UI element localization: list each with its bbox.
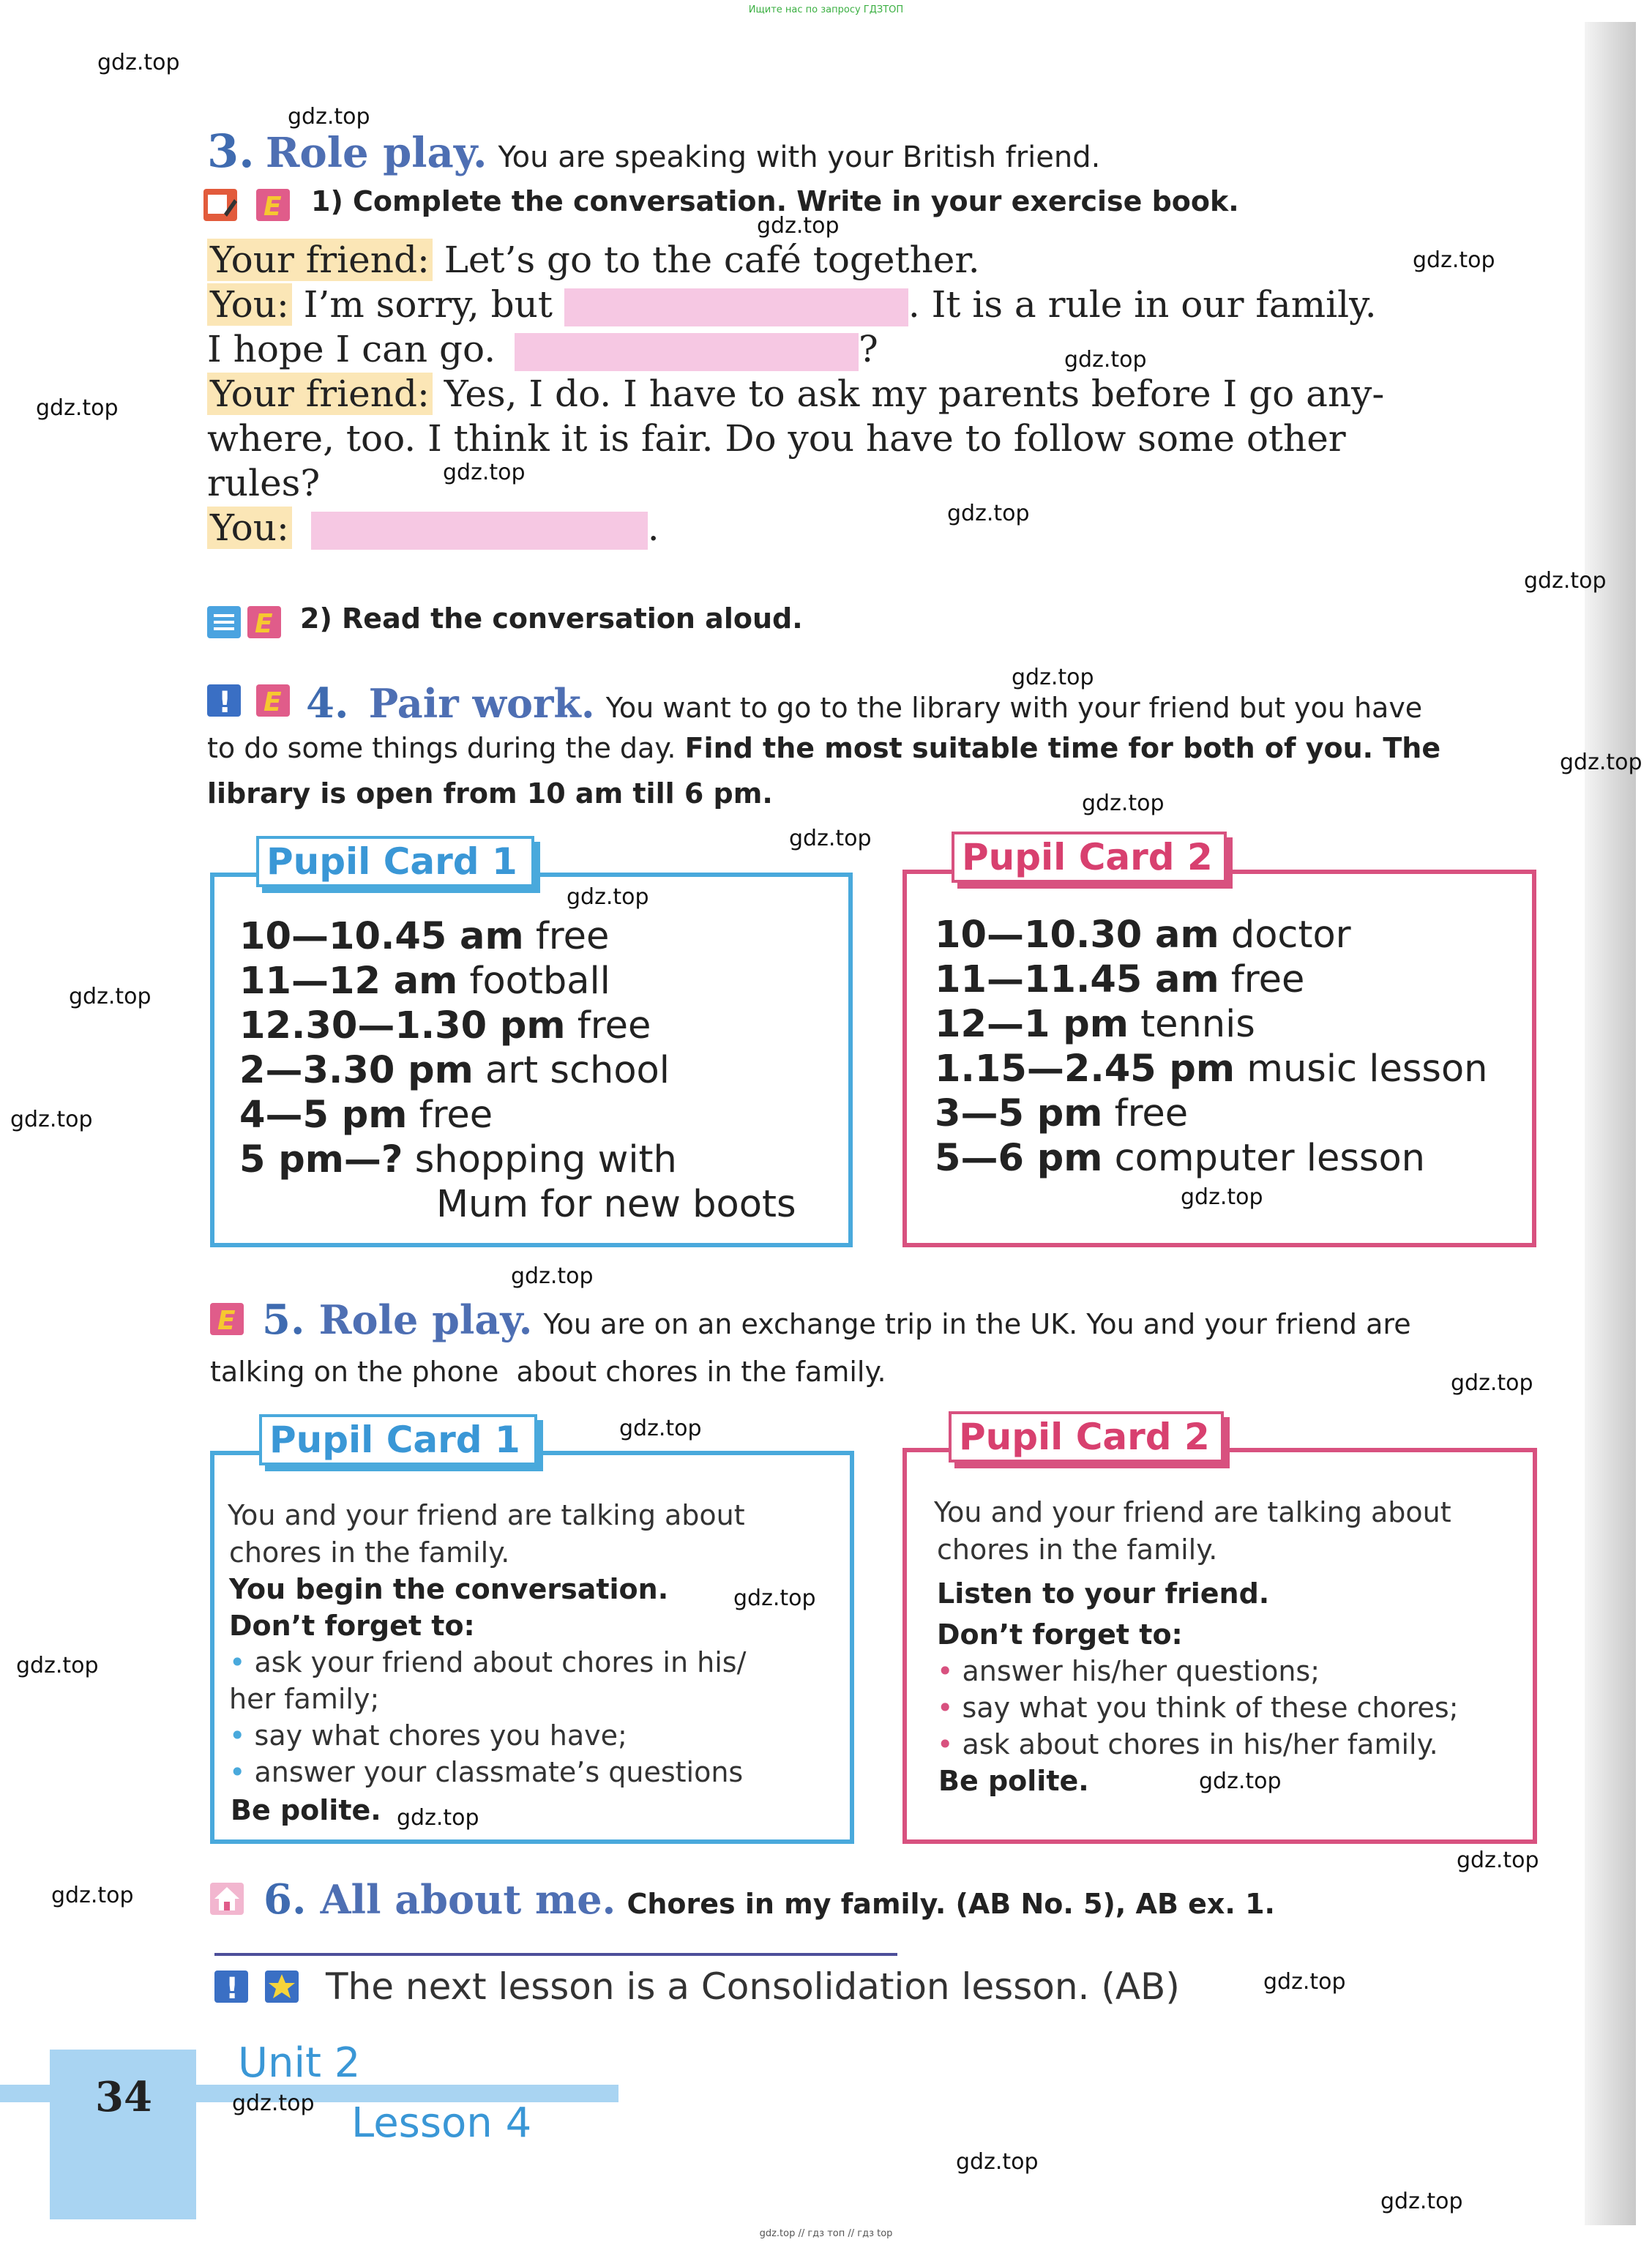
ex4-line2-a: to do some things during the day. (207, 732, 676, 764)
schedule-activity: free (419, 1094, 493, 1137)
card2-text: You and your friend are talking about (934, 1496, 1451, 1528)
ex3-title: Role play. (265, 129, 487, 177)
schedule-row (239, 1138, 677, 1182)
schedule-activity: art school (485, 1049, 670, 1092)
card1-instruction: Don’t forget to: (229, 1610, 475, 1642)
schedule-time: 10—10.45 am (239, 915, 524, 958)
list-icon (207, 606, 241, 638)
schedule-row (239, 1048, 670, 1093)
schedule-row (935, 1136, 1425, 1181)
star-icon (265, 1971, 299, 2003)
watermark: gdz.top (1064, 347, 1147, 373)
schedule-activity: football (469, 960, 610, 1003)
card1-bullet (229, 1717, 627, 1755)
watermark: gdz.top (956, 2149, 1039, 2175)
watermark: gdz.top (1263, 1969, 1346, 1995)
bottom-note: gdz.top // гдз топ // гдз top (759, 2228, 893, 2239)
bullet-text: say what you think of these chores; (962, 1692, 1459, 1724)
ex3-intro: You are speaking with your British friend. (498, 141, 1101, 174)
svg-text:E: E (217, 1306, 236, 1335)
schedule-row (239, 914, 609, 959)
watermark: gdz.top (1082, 791, 1165, 816)
ex5-line2: talking on the phone about chores in the family. (210, 1356, 886, 1388)
watermark: gdz.top (69, 984, 152, 1009)
bullet-text: ask about chores in his/her family. (962, 1728, 1438, 1760)
schedule-time: 1.15—2.45 pm (935, 1047, 1236, 1091)
bullet-text: ask your friend about chores in his/ (254, 1646, 747, 1678)
watermark: gdz.top (1380, 2189, 1463, 2214)
top-note: Ищите нас по запросу ГДЗТОП (748, 4, 904, 15)
next-lesson-note: The next lesson is a Consolidation lesson. (AB) (326, 1965, 1180, 2008)
speaker-friend: Your friend: (207, 373, 433, 415)
schedule-row (935, 957, 1304, 1002)
card1-instruction: You begin the conversation. (229, 1573, 669, 1605)
conv-text: ? (859, 328, 878, 370)
conv-text: Let’s go to the café together. (444, 239, 980, 281)
bullet-text: say what chores you have; (254, 1719, 627, 1752)
card2-bullet (937, 1653, 1320, 1690)
schedule-time: 10—10.30 am (935, 914, 1219, 957)
bullet-icon: • (229, 1646, 246, 1678)
e-book-icon (247, 606, 281, 638)
schedule-row (935, 1091, 1188, 1136)
divider (214, 1953, 897, 1956)
ex5-line1: You are on an exchange trip in the UK. You and your friend are (543, 1308, 1411, 1340)
ex4-title: Pair work. (368, 680, 595, 727)
watermark: gdz.top (51, 1883, 134, 1908)
ex5-title: Role play. (318, 1296, 533, 1343)
schedule-row (935, 913, 1351, 957)
lesson-label: Lesson 4 (351, 2099, 532, 2147)
card1-text: chores in the family. (229, 1536, 510, 1569)
watermark: gdz.top (511, 1263, 594, 1289)
schedule-row (935, 1002, 1255, 1047)
ex4-number: 4. (306, 679, 349, 728)
bullet-icon: • (229, 1719, 246, 1752)
ex4-line2 (207, 732, 1440, 764)
ex3-task2: 2) Read the conversation aloud. (300, 602, 803, 635)
schedule-activity: doctor (1230, 914, 1351, 957)
watermark: gdz.top (1199, 1768, 1282, 1794)
conv-line-4 (207, 373, 1384, 415)
unit-label: Unit 2 (238, 2039, 361, 2087)
ex6-title: All about me. (320, 1876, 616, 1923)
card2-instruction: Don’t forget to: (937, 1618, 1183, 1651)
bullet-icon: • (937, 1692, 954, 1724)
ex3-task1: 1) Complete the conversation. Write in your exercise book. (311, 185, 1239, 217)
conv-text: I’m sorry, but (303, 283, 553, 326)
svg-text:E: E (264, 192, 282, 221)
speaker-you: You: (207, 283, 292, 326)
card1-bullet (229, 1754, 743, 1791)
conv-text: Yes, I do. I have to ask my parents before I go any- (444, 373, 1385, 415)
schedule-time: 5—6 pm (935, 1137, 1103, 1180)
watermark: gdz.top (97, 50, 180, 75)
schedule-time: 11—12 am (239, 960, 458, 1003)
ex4-line2-b: Find the most suitable time for both of you. The (684, 732, 1441, 764)
ex3-heading (207, 124, 1100, 178)
watermark: gdz.top (16, 1653, 99, 1678)
schedule-time: 12.30—1.30 pm (239, 1004, 566, 1047)
page-number: 34 (95, 2073, 152, 2121)
watermark: gdz.top (789, 826, 872, 851)
schedule-row (239, 1004, 651, 1048)
watermark: gdz.top (36, 395, 119, 421)
conv-text: . It is a rule in our family. (908, 283, 1377, 326)
watermark: gdz.top (567, 884, 649, 910)
ex6-text: Chores in my family. (AB No. 5), AB ex. 1. (627, 1888, 1275, 1920)
ex4-line3: library is open from 10 am till 6 pm. (207, 777, 773, 810)
schedule-activity: computer lesson (1114, 1137, 1425, 1180)
watermark: gdz.top (1413, 247, 1495, 273)
bullet-icon: • (937, 1655, 954, 1687)
bullet-text: answer his/her questions; (962, 1655, 1320, 1687)
svg-text:!: ! (218, 686, 232, 717)
pupil-card-2-tab: Pupil Card 2 (952, 832, 1227, 883)
conv-line-5: where, too. I think it is fair. Do you have to follow some other (207, 417, 1346, 460)
conv-line-2 (207, 283, 1377, 326)
watermark: gdz.top (232, 2091, 315, 2116)
home-icon (210, 1883, 244, 1915)
watermark: gdz.top (1181, 1184, 1263, 1210)
watermark: gdz.top (288, 104, 370, 130)
watermark: gdz.top (10, 1107, 93, 1132)
card1-text: You and your friend are talking about (228, 1499, 745, 1531)
watermark: gdz.top (619, 1416, 702, 1441)
exclamation-icon (214, 1971, 248, 2003)
conv-line-1 (207, 239, 980, 281)
card1-polite: Be polite. (231, 1794, 381, 1826)
exclamation-icon (207, 684, 241, 717)
schedule-activity: tennis (1140, 1003, 1255, 1046)
svg-text:E: E (255, 609, 273, 638)
card2-polite: Be polite. (938, 1765, 1089, 1797)
bullet-text: answer your classmate’s questions (254, 1756, 744, 1788)
watermark: gdz.top (757, 213, 840, 239)
conv-line-7 (207, 507, 659, 550)
schedule-time: 12—1 pm (935, 1003, 1129, 1046)
watermark: gdz.top (1524, 568, 1607, 594)
card2-bullet (937, 1689, 1459, 1727)
schedule-activity: free (577, 1004, 651, 1047)
schedule-row (239, 959, 610, 1004)
ex6-number: 6. (264, 1875, 307, 1924)
watermark: gdz.top (443, 460, 526, 485)
schedule-activity: free (1114, 1092, 1189, 1135)
answer-blank (515, 333, 859, 371)
pupil-card-1-tab: Pupil Card 1 (259, 1414, 537, 1465)
schedule-activity: shopping with (414, 1138, 677, 1181)
schedule-time: 11—11.45 am (935, 958, 1219, 1001)
schedule-time: 2—3.30 pm (239, 1049, 474, 1092)
conv-text: I hope I can go. (207, 328, 496, 370)
watermark: gdz.top (397, 1805, 479, 1831)
schedule-row (935, 1047, 1488, 1091)
watermark: gdz.top (733, 1585, 816, 1611)
e-book-icon (256, 684, 290, 717)
e-book-icon (210, 1303, 244, 1335)
speaker-you: You: (207, 507, 292, 549)
schedule-activity: music lesson (1247, 1047, 1488, 1091)
pupil-card-1-tab: Pupil Card 1 (256, 836, 534, 887)
schedule-activity: free (1230, 958, 1305, 1001)
conv-line-6: rules? (207, 462, 321, 504)
schedule-time: 4—5 pm (239, 1094, 408, 1137)
page-edge-shadow (1585, 22, 1636, 2225)
watermark: gdz.top (1451, 1370, 1533, 1396)
schedule-time: 3—5 pm (935, 1092, 1103, 1135)
e-book-icon (256, 189, 290, 221)
ex5-heading (262, 1296, 1411, 1344)
svg-text:!: ! (225, 1972, 239, 2003)
card1-bullet (229, 1644, 746, 1681)
watermark: gdz.top (1012, 665, 1094, 690)
pupil-card-2-tab: Pupil Card 2 (949, 1411, 1224, 1463)
conv-line-3 (207, 328, 878, 371)
answer-blank (564, 288, 908, 326)
ex4-line1: You want to go to the library with your friend but you have (605, 692, 1423, 724)
watermark: gdz.top (1457, 1848, 1539, 1873)
pencil-icon (203, 189, 237, 221)
card2-bullet (937, 1726, 1438, 1763)
ex3-number: 3. (207, 124, 255, 178)
schedule-row (239, 1093, 493, 1138)
svg-text:E: E (264, 687, 282, 717)
schedule-row-continued: Mum for new boots (436, 1183, 796, 1226)
ex4-heading (306, 679, 1422, 728)
card2-instruction: Listen to your friend. (937, 1577, 1270, 1610)
schedule-activity: free (535, 915, 610, 958)
schedule-time: 5 pm—? (239, 1138, 403, 1181)
bullet-icon: • (229, 1756, 246, 1788)
speaker-friend: Your friend: (207, 239, 433, 281)
ex6-heading (264, 1875, 1275, 1924)
conv-text: . (647, 507, 659, 549)
watermark: gdz.top (947, 501, 1030, 526)
bullet-icon: • (937, 1728, 954, 1760)
card1-bullet-continued: her family; (229, 1683, 380, 1715)
ex5-number: 5. (262, 1296, 305, 1344)
watermark: gdz.top (1560, 750, 1642, 775)
answer-blank (311, 512, 648, 550)
card2-text: chores in the family. (937, 1534, 1218, 1566)
